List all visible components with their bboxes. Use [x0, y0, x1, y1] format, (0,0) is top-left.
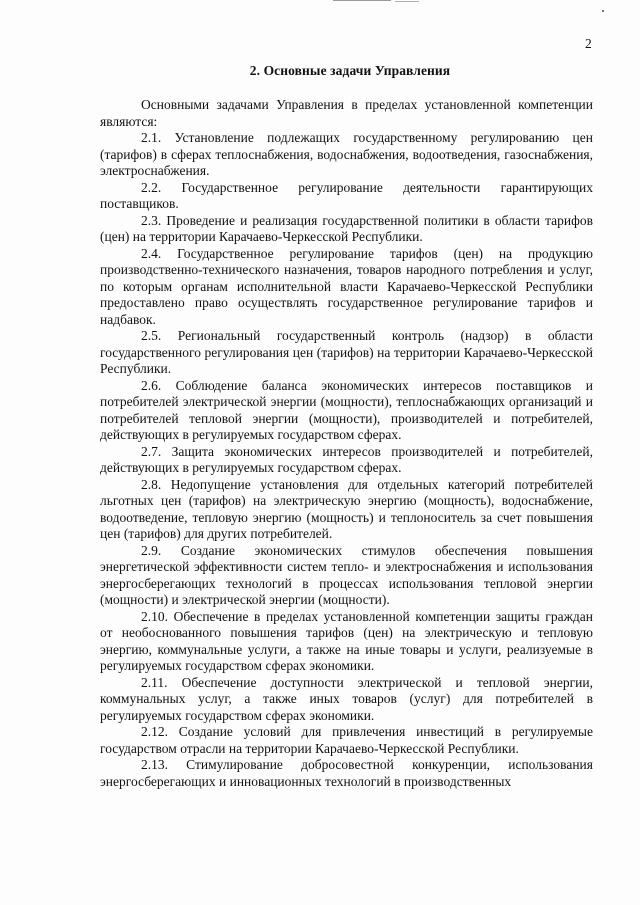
task-paragraph-2-13: 2.13. Стимулирование добросовестной конкуренции, использования энергосберегающих и инновационных технологий в производственных [100, 757, 593, 789]
task-paragraph-2-2: 2.2. Государственное регулирование деятельности гарантирующих поставщиков. [100, 179, 593, 211]
task-paragraph-2-6: 2.6. Соблюдение баланса экономических интересов поставщиков и потребителей электрической энергии (мощности), теплоснабжающих организаций и потребителей тепловой энергии (мощности), производителей и потребителей, действующих в регулируемых государством сферах. [100, 377, 593, 442]
task-paragraph-2-5: 2.5. Региональный государственный контроль (надзор) в области государственного регулирования цен (тарифов) на территории Карачаево-Черкесской Республики. [100, 328, 593, 376]
task-paragraph-2-12: 2.12. Создание условий для привлечения инвестиций в регулируемые государством отрасли на территории Карачаево-Черкесской Республики. [100, 724, 593, 756]
scan-artifact-line [395, 1, 419, 2]
task-paragraph-2-10: 2.10. Обеспечение в пределах установленной компетенции защиты граждан от необоснованного повышения тарифов (цен) на электрическую и тепловую энергию, коммунальные услуги, а также на иные товары и услуги, реализуемые в регулируемых государством сферах экономики. [100, 608, 593, 673]
scan-artifact-dot [602, 10, 604, 12]
task-paragraph-2-3: 2.3. Проведение и реализация государственной политики в области тарифов (цен) на территории Карачаево-Черкесской Республики. [100, 212, 593, 244]
task-paragraph-2-8: 2.8. Недопущение установления для отдельных категорий потребителей льготных цен (тарифов) на электрическую энергию (мощность), водоснабжение, водоотведение, тепловую энергию (мощность) и теплоноситель за счет повышения цен (тарифов) для других потребителей. [100, 476, 593, 541]
section-heading: 2. Основные задачи Управления [249, 63, 451, 78]
task-paragraph-2-9: 2.9. Создание экономических стимулов обеспечения повышения энергетической эффективности систем тепло- и электроснабжения и использования энергосберегающих технологий в процессах использования тепловой энергии (мощности) и электрической энергии (мощности). [100, 542, 593, 607]
intro-paragraph: Основными задачами Управления в пределах установленной компетенции являются: [100, 97, 593, 129]
task-paragraph-2-7: 2.7. Защита экономических интересов производителей и потребителей, действующих в регулируемых государством сферах. [100, 443, 593, 475]
task-paragraph-2-11: 2.11. Обеспечение доступности электрической и тепловой энергии, коммунальных услуг, а также иных товаров (услуг) для потребителей в регулируемых государством сферах экономики. [100, 674, 593, 723]
task-paragraph-2-4: 2.4. Государственное регулирование тарифов (цен) на продукцию производственно-технического назначения, товаров народного потребления и услуг, по которым органам исполнительной власти Карачаево-Черкесской Республики предоставлено право осуществлять государственное регулирование тарифов и надбавок. [100, 245, 593, 327]
page-number: 2 [585, 36, 592, 51]
document-body [100, 97, 593, 790]
scan-artifact-line [333, 0, 391, 1]
task-paragraph-2-1: 2.1. Установление подлежащих государственному регулированию цен (тарифов) в сферах теплоснабжения, водоснабжения, водоотведения, газоснабжения, электроснабжения. [100, 130, 593, 178]
